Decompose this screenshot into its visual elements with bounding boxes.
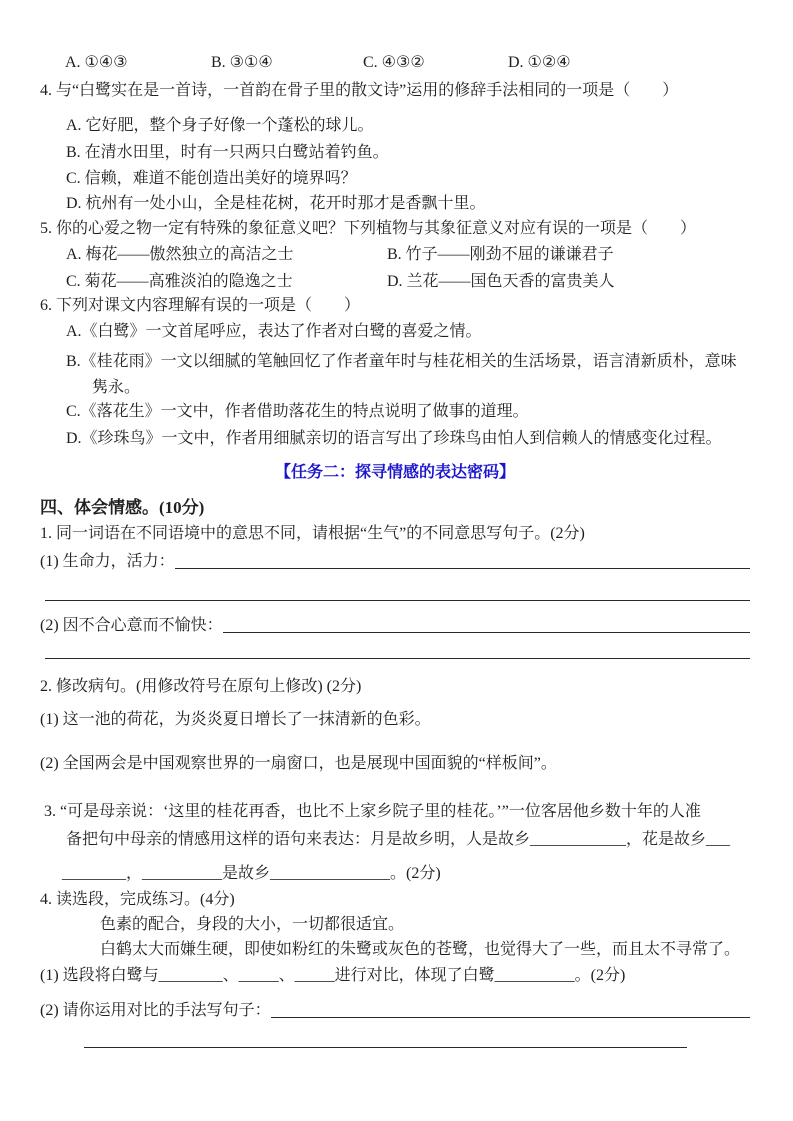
option-a: A. ①④③: [65, 54, 128, 71]
option-c: C. ④③②: [363, 54, 425, 71]
section4-q3-line-1: 3. “可是母亲说：‘这里的桂花再香，也比不上家乡院子里的桂花。’”一位客居他乡数十年的人准: [44, 803, 701, 820]
question-4-option-b: B. 在清水田里，时有一只两只白鹭站着钓鱼。: [66, 144, 389, 161]
q1-item-1-label: (1) 生命力，活力：: [40, 553, 175, 570]
section4-q2-item-1: (1) 这一池的荷花，为炎炎夏日增长了一抹清新的色彩。: [40, 711, 431, 728]
section4-q4-item-1: (1) 选段将白鹭与________、_____、_____进行对比，体现了白鹭__________。(2分): [40, 967, 626, 984]
question-5-option-a: A. 梅花——傲然独立的高洁之士: [66, 246, 294, 263]
answer-line: [175, 552, 750, 569]
section-4-title: 四、体会情感。(10分): [40, 498, 205, 517]
question-5-option-d: D. 兰花——国色天香的富贵美人: [387, 273, 615, 290]
question-6-option-a: A.《白鹭》一文首尾呼应，表达了作者对白鹭的喜爱之情。: [66, 323, 482, 340]
answer-line: [271, 1001, 750, 1018]
question-5-option-b: B. 竹子——刚劲不屈的谦谦君子: [387, 246, 614, 263]
question-6-option-d: D.《珍珠鸟》一文中，作者用细腻亲切的语言写出了珍珠鸟由怕人到信赖人的情感变化过程。: [66, 430, 722, 447]
question-4-option-c: C. 信赖，难道不能创造出美好的境界吗？: [66, 170, 357, 187]
question-6-stem: 6. 下列对课文内容理解有误的一项是（ ）: [40, 297, 361, 314]
question-6-option-b-line-1: B.《桂花雨》一文以细腻的笔触回忆了作者童年时与桂花相关的生活场景，语言清新质朴，意味: [66, 353, 737, 370]
section4-q3-line-3: ________，__________是故乡_______________。(2分): [62, 865, 441, 882]
section4-q1-item-1: [40, 552, 750, 572]
section4-q1-item-2: [40, 616, 750, 636]
question-6-option-b: [40, 349, 750, 401]
q4-item-2-label: (2) 请你运用对比的手法写句子：: [40, 1002, 271, 1019]
question-5-stem: 5. 你的心爱之物一定有特殊的象征意义吧？下列植物与其象征意义对应有误的一项是（ ）: [40, 220, 697, 237]
question-5-option-c: C. 菊花——高雅淡泊的隐逸之士: [66, 273, 293, 290]
question-6-option-b-line-2: 隽永。: [92, 379, 141, 396]
answer-line: [45, 658, 750, 659]
section4-q3-line-2: 备把句中母亲的情感用这样的语句来表达：月是故乡明，人是故乡____________，花是故乡___: [66, 831, 731, 848]
prior-question-options-row: [65, 53, 750, 73]
q4-passage-line-1: 色素的配合，身段的大小，一切都很适宜。: [100, 916, 405, 933]
section4-q2-stem: 2. 修改病句。(用修改符号在原句上修改) (2分): [40, 678, 362, 695]
question-5-options-row-1: [66, 245, 750, 265]
answer-line: [84, 1047, 687, 1048]
answer-line: [223, 616, 750, 633]
section4-q1-stem: 1. 同一词语在不同语境中的意思不同，请根据“生气”的不同意思写句子。(2分): [40, 525, 585, 542]
option-d: D. ①②④: [508, 54, 571, 71]
task-2-banner: 【任务二：探寻情感的表达密码】: [274, 464, 515, 481]
question-5-options-row-2: [66, 272, 750, 292]
option-b: B. ③①④: [211, 54, 273, 71]
question-4-stem: 4. 与“白鹭实在是一首诗，一首韵在骨子里的散文诗”运用的修辞手法相同的一项是（ ）: [40, 82, 679, 99]
question-4-option-a: A. 它好肥，整个身子好像一个蓬松的球儿。: [66, 117, 374, 134]
answer-line: [45, 600, 750, 601]
question-6-option-c: C.《落花生》一文中，作者借助落花生的特点说明了做事的道理。: [66, 403, 529, 420]
q1-item-2-label: (2) 因不合心意而不愉快：: [40, 617, 223, 634]
section4-q4-stem: 4. 读选段，完成练习。(4分): [40, 891, 235, 908]
q4-passage-line-2: 白鹤太大而嫌生硬，即使如粉红的朱鹭或灰色的苍鹭，也觉得大了一些，而且太不寻常了。: [100, 941, 741, 958]
section4-q4-item-2: [40, 1001, 750, 1021]
question-4-option-d: D. 杭州有一处小山，全是桂花树，花开时那才是香飘十里。: [66, 195, 486, 212]
section4-q2-item-2: (2) 全国两会是中国观察世界的一扇窗口，也是展现中国面貌的“样板间”。: [40, 755, 557, 772]
